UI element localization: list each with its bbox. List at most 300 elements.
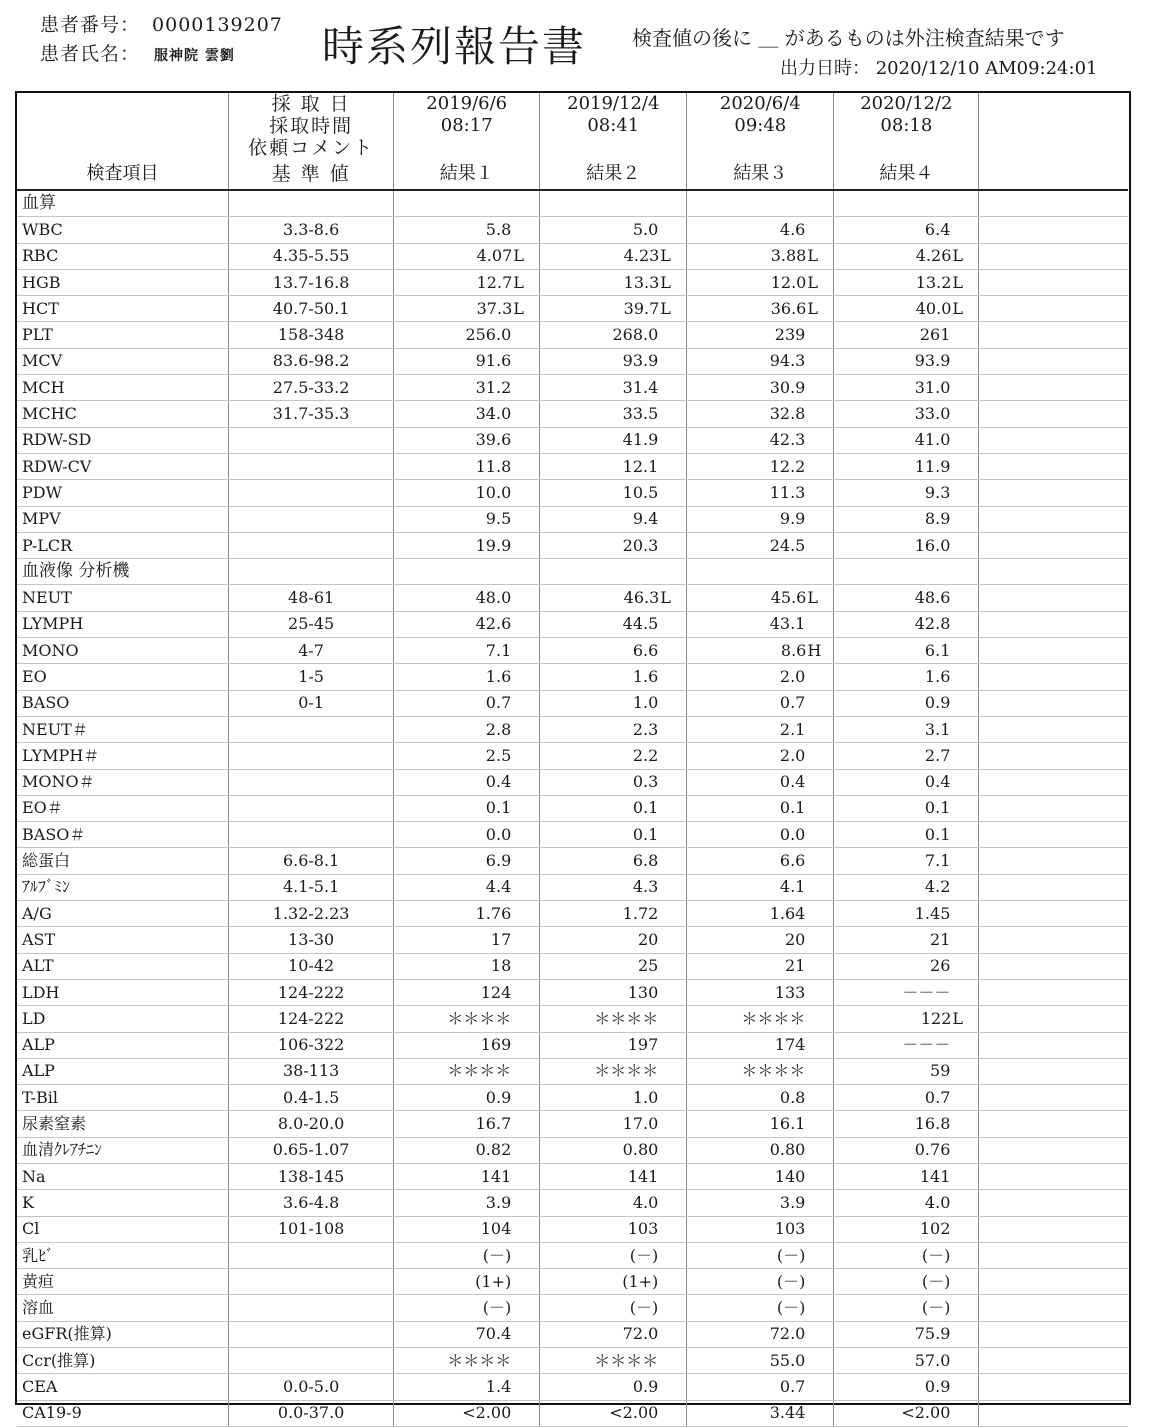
result-value: 7.1 [924,851,951,871]
result-cell [394,322,540,348]
item-name: MCV [17,348,229,374]
abnormal-flag: L [513,272,524,292]
result-cell [540,1348,687,1374]
result-cell [687,979,834,1005]
table-row [17,1006,1128,1032]
result-cell [394,874,540,900]
item-name: 黄疸 [17,1269,229,1295]
result-cell [540,1295,687,1321]
result-cell [394,1058,540,1084]
result-value: (－) [482,1245,512,1265]
result-value: ＊＊＊＊ [741,1061,806,1081]
abnormal-flag: L [952,272,963,292]
result-cell [540,269,687,295]
result-cell [834,611,979,637]
result-cell [687,427,834,453]
result-value: 2.3 [632,719,659,739]
result-cell [394,638,540,664]
result-value: ＊＊＊＊ [447,1061,512,1081]
item-name: EO [17,664,229,690]
item-name: PLT [17,322,229,348]
result-cell [687,1058,834,1084]
result-cell [540,795,687,821]
result-cell [687,1400,834,1426]
result-value: 20 [637,929,659,949]
result-value: (－) [776,1245,806,1265]
result-cell [394,769,540,795]
result-value: 42.8 [914,614,951,634]
item-name: LYMPH＃ [17,743,229,769]
result-cell [834,375,979,401]
result-cell [540,1163,687,1189]
result-value: 33.5 [622,404,659,424]
reference-range: 0.0-5.0 [229,1374,394,1400]
header-row-time [17,115,1128,137]
result-value: 11.9 [914,456,951,476]
reference-range: 25-45 [229,611,394,637]
item-name: MONO [17,638,229,664]
abnormal-flag: L [660,298,671,318]
table-row [17,1348,1128,1374]
result-cell [834,243,979,269]
result-value: 1.6 [632,666,659,686]
time-3: 09:48 [687,115,834,137]
date-3: 2020/6/4 [687,93,834,115]
table-row [17,296,1128,322]
item-name: BASO＃ [17,822,229,848]
table-row [17,1216,1128,1242]
result-cell [687,927,834,953]
table-row [17,480,1128,506]
result-value: 0.4 [485,772,512,792]
table-row [17,690,1128,716]
output-datetime-line [780,54,1097,80]
reference-range: 8.0-20.0 [229,1111,394,1137]
result-value: 2.1 [779,719,806,739]
result-value: 0.3 [632,772,659,792]
item-name: 総蛋白 [17,848,229,874]
result-value: 36.6 [770,298,807,318]
result-value: 9.5 [485,509,512,529]
result-cell [687,348,834,374]
result-value: ＊＊＊＊ [594,1061,659,1081]
table-row [17,1085,1128,1111]
result-value: 0.7 [485,693,512,713]
item-name: BASO [17,690,229,716]
result-value: 11.3 [769,482,806,502]
result-cell [687,743,834,769]
result-value: －－－ [902,982,951,1002]
result-cell [687,1321,834,1347]
result-value: 0.0 [779,824,806,844]
result-value: (1+) [475,1271,512,1291]
result-cell [394,506,540,532]
result-value: 4.4 [485,877,512,897]
result-cell [540,848,687,874]
item-name: AST [17,927,229,953]
result-cell [834,979,979,1005]
item-name: ALP [17,1058,229,1084]
result-cell [687,1111,834,1137]
result-cell [394,1111,540,1137]
result-cell [540,901,687,927]
reference-range: 106-322 [229,1032,394,1058]
result-value: ＊＊＊＊ [741,1008,806,1028]
result-value: 72.0 [769,1324,806,1344]
table-row [17,953,1128,979]
item-name: Cl [17,1216,229,1242]
result-value: <2.00 [609,1403,659,1423]
date-1: 2019/6/6 [394,93,540,115]
result-cell [540,1111,687,1137]
item-name: P-LCR [17,532,229,558]
reference-range [229,480,394,506]
abnormal-flag: L [952,246,963,266]
result-cell [834,1137,979,1163]
result-cell [394,664,540,690]
result-value: <2.00 [462,1403,512,1423]
section-title: 血算 [17,190,229,217]
table-row [17,1137,1128,1163]
result-cell [394,822,540,848]
result-cell [687,795,834,821]
result-cell [687,480,834,506]
result-cell [394,716,540,742]
result-cell [687,269,834,295]
result-value: 1.64 [769,903,806,923]
item-name: 乳ﾋﾞ [17,1242,229,1268]
time-label: 採取時間 [229,115,394,137]
result-cell [394,1137,540,1163]
result-cell [394,1295,540,1321]
table-row [17,927,1128,953]
result-cell [540,822,687,848]
result-cell [394,1242,540,1268]
table-row [17,611,1128,637]
result-cell [834,1242,979,1268]
result-value: 130 [627,982,659,1002]
reference-range: 40.7-50.1 [229,296,394,322]
result-cell [834,743,979,769]
result-value: 2.0 [779,666,806,686]
result-cell [540,1216,687,1242]
item-name: eGFR(推算) [17,1321,229,1347]
table-row [17,427,1128,453]
result-cell [394,269,540,295]
result-value: 4.3 [632,877,659,897]
abnormal-flag: L [513,298,524,318]
result-value: 7.1 [485,640,512,660]
result-value: 268.0 [612,325,659,345]
result-cell [687,1269,834,1295]
reference-range: 3.6-4.8 [229,1190,394,1216]
abnormal-flag: L [513,246,524,266]
result-cell [540,243,687,269]
result-value: 48.0 [475,588,512,608]
table-row [17,217,1128,243]
result-cell [394,1032,540,1058]
result-value: (－) [482,1298,512,1318]
result-cell [687,1137,834,1163]
result-value: 21 [930,929,951,949]
result-cell [540,217,687,243]
item-name: Na [17,1163,229,1189]
result-value: 59 [930,1061,951,1081]
reference-range [229,1348,394,1374]
result-value: 16.0 [914,535,951,555]
reference-range: 38-113 [229,1058,394,1084]
result-value: 4.0 [632,1192,659,1212]
result-value: 0.80 [622,1140,659,1160]
table-row [17,874,1128,900]
result-value: 0.7 [779,693,806,713]
header-row-comment [17,137,1128,159]
reference-range [229,427,394,453]
result-cell [394,453,540,479]
result-value: 6.9 [485,851,512,871]
reference-range: 48-61 [229,585,394,611]
item-name: LD [17,1006,229,1032]
result-value: 5.0 [632,219,659,239]
result-cell [834,690,979,716]
result-cell [394,979,540,1005]
result-value: 46.3 [623,588,660,608]
result-cell [687,375,834,401]
result-cell [394,611,540,637]
result-cell [394,953,540,979]
result-value: 31.4 [622,377,659,397]
item-name: MONO＃ [17,769,229,795]
result-value: 24.5 [769,535,806,555]
result-cell [834,1295,979,1321]
result-value: 48.6 [914,588,951,608]
result-cell [687,453,834,479]
reference-range: 13-30 [229,927,394,953]
output-datetime-value: 2020/12/10 AM09:24:01 [875,58,1098,79]
table-row [17,1269,1128,1295]
result-value: 17 [490,929,512,949]
table-row [17,901,1128,927]
item-name: EO＃ [17,795,229,821]
range-label: 基 準 値 [229,159,394,190]
table-row [17,453,1128,479]
abnormal-flag: L [807,588,818,608]
patient-name-value: 服神院 雲劉 [154,48,235,64]
patient-name-line [40,39,235,66]
result-value: 45.6 [770,588,807,608]
result-cell [834,1374,979,1400]
result-value: 2.5 [485,745,512,765]
abnormal-flag: L [807,298,818,318]
result-cell [394,1269,540,1295]
result-value: 0.9 [924,1377,951,1396]
result-value: 11.8 [475,456,512,476]
result-cell [834,348,979,374]
result-cell [394,585,540,611]
result-value: 4.6 [779,219,806,239]
result-value: (－) [921,1298,951,1318]
result-cell [687,401,834,427]
result-value: 1.6 [485,666,512,686]
result-value: (－) [629,1298,659,1318]
result-value: 140 [774,1166,806,1186]
result-value: 12.0 [770,272,807,292]
result-value: 3.9 [779,1192,806,1212]
result-value: 0.0 [485,824,512,844]
result-value: 12.7 [476,272,513,292]
item-name: ALT [17,953,229,979]
result-value: 4.07 [476,246,513,266]
result-cell [834,269,979,295]
result-value: 10.0 [475,482,512,502]
result-value: 4.2 [924,877,951,897]
result-cell [394,1321,540,1347]
result-cell [540,375,687,401]
reference-range: 4.35-5.55 [229,243,394,269]
result-value: (－) [629,1245,659,1265]
table-row [17,1321,1128,1347]
abnormal-flag: L [660,272,671,292]
result-cell [687,217,834,243]
result-cell [540,585,687,611]
result-cell [394,1216,540,1242]
abnormal-flag: L [952,1008,963,1028]
result-value: 4.23 [623,246,660,266]
table-row [17,532,1128,558]
result-value: 0.80 [769,1140,806,1160]
result-value: 1.0 [632,693,659,713]
result-cell [687,243,834,269]
table-row [17,638,1128,664]
reference-range [229,716,394,742]
result-cell [687,953,834,979]
reference-range: 0.0-37.0 [229,1400,394,1426]
table-row [17,795,1128,821]
result-cell [540,953,687,979]
result-value: 18 [490,956,512,976]
result-value: 1.76 [475,903,512,923]
table-row [17,769,1128,795]
section-row [17,190,1128,217]
date-2: 2019/12/4 [540,93,687,115]
item-name: Ccr(推算) [17,1348,229,1374]
result-value: 0.9 [485,1087,512,1107]
result-value: 0.8 [779,1087,806,1107]
result-value: 174 [774,1035,806,1055]
result-cell [394,1348,540,1374]
reference-range [229,453,394,479]
item-name: ALP [17,1032,229,1058]
result-value: 256.0 [465,325,512,345]
patient-name-label: 患者氏名： [40,43,141,65]
result-cell [834,795,979,821]
result-cell [394,795,540,821]
result-value: 2.7 [924,745,951,765]
reference-range: 0.4-1.5 [229,1085,394,1111]
time-4: 08:18 [834,115,979,137]
result-value: 0.76 [914,1140,951,1160]
result-cell [394,532,540,558]
result-value: 6.8 [632,851,659,871]
date-label: 採 取 日 [229,93,394,115]
result-cell [540,874,687,900]
result-cell [394,743,540,769]
result-label-1: 結果１ [394,159,540,190]
reference-range: 4.1-5.1 [229,874,394,900]
result-cell [540,664,687,690]
result-value: 0.1 [779,798,806,818]
result-value: 39.7 [623,298,660,318]
result-value: 13.3 [623,272,660,292]
result-value: 12.2 [769,456,806,476]
result-value: 103 [627,1219,659,1239]
time-1: 08:17 [394,115,540,137]
abnormal-flag: L [952,298,963,318]
result-cell [834,532,979,558]
result-cell [834,1400,979,1426]
result-value: 1.45 [914,903,951,923]
result-value: 42.3 [769,430,806,450]
result-cell [540,638,687,664]
result-cell [540,927,687,953]
result-cell [540,611,687,637]
result-value: ＊＊＊＊ [594,1350,659,1370]
result-value: 10.5 [622,482,659,502]
result-label-2: 結果２ [540,159,687,190]
result-value: 0.1 [485,798,512,818]
table-row [17,664,1128,690]
output-datetime-label: 出力日時： [780,58,870,79]
table-row [17,322,1128,348]
reference-range [229,532,394,558]
result-value: 72.0 [622,1324,659,1344]
reference-range: 3.3-8.6 [229,217,394,243]
result-cell [540,1006,687,1032]
result-cell [394,1400,540,1426]
result-cell [834,217,979,243]
result-value: 0.7 [779,1377,806,1396]
result-value: 0.1 [632,824,659,844]
result-value: 6.6 [632,640,659,660]
result-cell [687,1006,834,1032]
reference-range: 1.32-2.23 [229,901,394,927]
result-value: 1.6 [924,666,951,686]
result-value: 102 [919,1219,951,1239]
time-2: 08:41 [540,115,687,137]
result-cell [394,348,540,374]
result-cell [540,427,687,453]
result-value: 9.4 [632,509,659,529]
result-cell [834,822,979,848]
result-cell [540,1137,687,1163]
result-value: 6.1 [924,640,951,660]
reference-range [229,506,394,532]
table-row [17,743,1128,769]
result-cell [687,1374,834,1400]
result-cell [540,348,687,374]
result-value: 0.9 [924,693,951,713]
result-value: (－) [776,1298,806,1318]
patient-id-line [40,10,283,37]
table-row [17,1190,1128,1216]
result-cell [394,427,540,453]
reference-range: 6.6-8.1 [229,848,394,874]
result-cell [540,296,687,322]
item-name: 尿素窒素 [17,1111,229,1137]
outsourced-note: 検査値の後に ＿ があるものは外注検査結果です [632,26,1065,50]
item-name: NEUT＃ [17,716,229,742]
result-cell [687,1190,834,1216]
